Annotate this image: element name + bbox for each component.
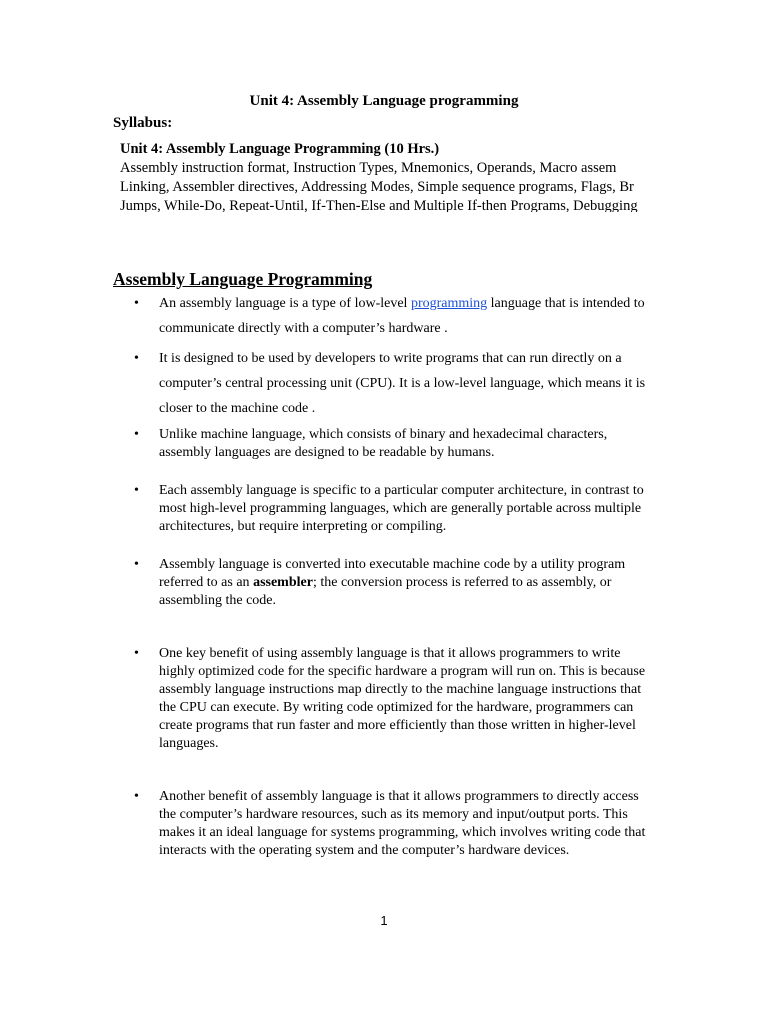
bullet-item-4 [134,482,664,536]
bullet-item-5 [134,556,664,610]
syllabus-label: Syllabus: [113,115,173,131]
bullet-item-1 [134,291,664,341]
bullet-marker: • [134,789,139,804]
bullet-marker: • [134,646,139,661]
bullet-item-2 [134,346,664,421]
syllabus-excerpt [120,140,656,212]
page-number: 1 [380,913,388,928]
syllabus-line-2: Linking, Assembler directives, Addressing Modes, Simple sequence programs, Flags, Br [120,179,634,195]
bullet-text-1-start: An assembly language is a type of low-level [159,296,411,311]
programming-link[interactable]: programming [410,296,488,311]
unit-title: Unit 4: Assembly Language programming [249,93,519,109]
bullet-text-5-start: Assembly language is converted into executable machine code by a utility program referred to as an [159,557,626,590]
bullet-marker: • [134,351,139,366]
bullet-item-6 [134,645,664,753]
bullet-text-2: It is designed to be used by developers to write programs that can run directly on a computer’s central processing unit (CPU). It is a low-level language, which means it is closer to the machine code . [159,351,646,416]
section-heading: Assembly Language Programming [113,269,373,289]
bullet-text-1 [159,291,657,341]
bullet-text-1-end: language that is intended to communicate directly with a computer’s hardware . [159,296,645,336]
bullet-text-5 [159,556,657,610]
bullet-text-3: Unlike machine language, which consists of binary and hexadecimal characters, assembly languages are designed to be readable by humans. [159,427,608,460]
bullet-item-7 [134,788,664,860]
syllabus-heading: Unit 4: Assembly Language Programming (10 Hrs.) [120,141,440,157]
syllabus-line-3: Jumps, While-Do, Repeat-Until, If-Then-Else and Multiple If-then Programs, Debugging [120,198,638,212]
bullet-text-4: Each assembly language is specific to a particular computer architecture, in contrast to most high-level programming languages, which are generally portable across multiple architectures, but require interpreting or compiling. [159,483,644,534]
bullet-text-6: One key benefit of using assembly language is that it allows programmers to write highly optimized code for the specific hardware a program will run on. This is because assembly language instructions map directly to the machine language instructions that the CPU can execute. By writing code optimized for the hardware, programmers can create programs that run faster and more efficiently than those written in higher-level languages. [159,646,646,751]
syllabus-line-1: Assembly instruction format, Instruction Types, Mnemonics, Operands, Macro assem [120,160,617,176]
bullet-marker: • [134,483,139,498]
bullet-text-5-end: ; the conversion process is referred to as assembly, or assembling the code. [159,575,612,608]
bullet-marker: • [134,296,139,311]
bullet-marker: • [134,557,139,572]
bullet-marker: • [134,427,139,442]
bullet-item-3 [134,426,664,462]
bullet-text-7: Another benefit of assembly language is that it allows programmers to directly access the computer’s hardware resources, such as its memory and input/output ports. This makes it an ideal language for systems programming, which involves writing code that interacts with the operating system and the computer’s hardware devices. [159,789,646,858]
assembler-term: assembler [253,575,313,590]
